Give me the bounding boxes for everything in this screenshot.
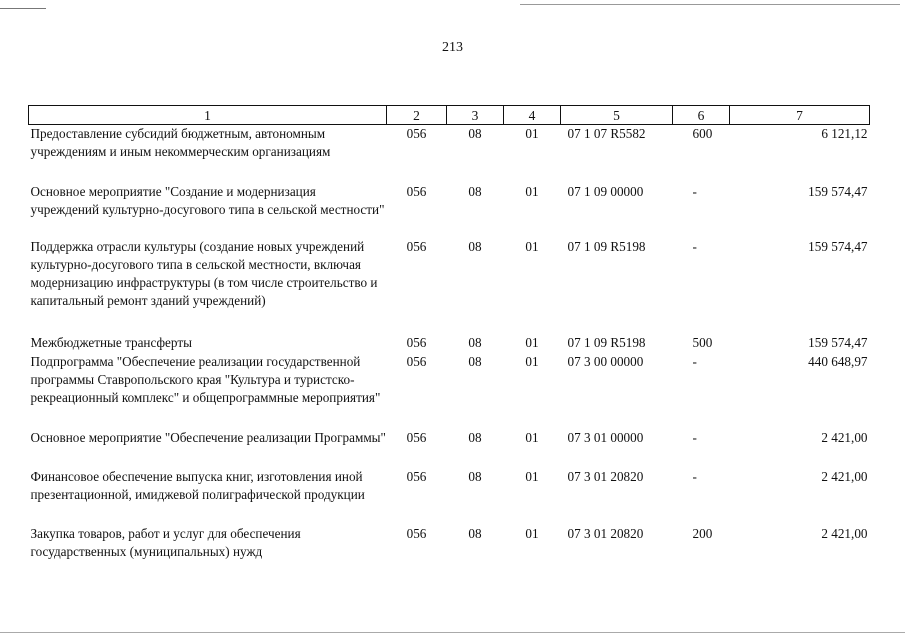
row-rz: 08 <box>468 238 482 254</box>
header-col-3: 3 <box>447 106 504 125</box>
row-rz: 08 <box>468 334 482 350</box>
row-csr: 07 3 01 00000 <box>567 429 644 445</box>
header-col-7: 7 <box>730 106 870 125</box>
row-gr: 056 <box>406 238 427 254</box>
table-row <box>29 525 870 563</box>
row-pr: 01 <box>525 429 539 445</box>
table-row <box>29 468 870 525</box>
row-sum: 159 574,47 <box>808 183 868 199</box>
table-row <box>29 125 870 183</box>
table-row <box>29 238 870 334</box>
row-name: Финансовое обеспечение выпуска книг, изготовления иной презентационной, имиджевой полиграфической продукции <box>30 468 365 502</box>
row-sum: 6 121,12 <box>821 126 868 141</box>
row-name: Основное мероприятие "Создание и модернизация учреждений культурно-досугового типа в сельской местности" <box>30 183 385 217</box>
row-gr: 056 <box>406 183 427 199</box>
row-vr: 200 <box>692 525 713 541</box>
row-vr: 600 <box>692 126 713 141</box>
row-rz: 08 <box>468 183 482 199</box>
row-rz: 08 <box>468 126 482 141</box>
row-csr: 07 1 09 R5198 <box>567 334 646 350</box>
row-vr: - <box>692 468 697 484</box>
page-number: 213 <box>442 40 463 55</box>
row-sum: 159 574,47 <box>808 238 868 254</box>
row-gr: 056 <box>406 126 427 141</box>
row-name: Подпрограмма "Обеспечение реализации государственной программы Ставропольского края "Культура и туристско-рекреационный комплекс" и общепрограммные мероприятия" <box>30 353 381 405</box>
row-name: Предоставление субсидий бюджетным, автономным учреждениям и иным некоммерческим организациям <box>30 126 331 159</box>
row-rz: 08 <box>468 525 482 541</box>
table-header <box>29 106 870 125</box>
row-gr: 056 <box>406 525 427 541</box>
header-col-2: 2 <box>387 106 447 125</box>
row-sum: 2 421,00 <box>821 525 868 541</box>
row-vr: - <box>692 183 697 199</box>
header-col-1: 1 <box>29 106 387 125</box>
row-rz: 08 <box>468 429 482 445</box>
row-vr: - <box>692 353 697 369</box>
row-sum: 440 648,97 <box>808 353 868 369</box>
row-pr: 01 <box>525 525 539 541</box>
row-pr: 01 <box>525 126 539 141</box>
row-gr: 056 <box>406 468 427 484</box>
row-rz: 08 <box>468 353 482 369</box>
row-name: Поддержка отрасли культуры (создание новых учреждений культурно-досугового типа в сельской местности, включая модернизацию инфраструктуры (в том числе строительство и капитальный ремонт зданий учреждений) <box>30 238 378 308</box>
scan-artifact-top-right <box>520 4 900 5</box>
row-name: Межбюджетные трансферты <box>30 334 192 350</box>
row-pr: 01 <box>525 353 539 369</box>
row-pr: 01 <box>525 334 539 350</box>
header-col-5: 5 <box>561 106 673 125</box>
budget-table <box>28 105 870 563</box>
row-csr: 07 1 09 00000 <box>567 183 644 199</box>
row-csr: 07 1 09 R5198 <box>567 238 646 254</box>
table-body <box>29 125 870 563</box>
row-pr: 01 <box>525 183 539 199</box>
header-col-6: 6 <box>673 106 730 125</box>
row-gr: 056 <box>406 429 427 445</box>
scan-artifact-bottom <box>0 632 905 633</box>
row-name: Основное мероприятие "Обеспечение реализации Программы" <box>30 429 386 445</box>
table-row <box>29 429 870 468</box>
row-gr: 056 <box>406 334 427 350</box>
row-pr: 01 <box>525 468 539 484</box>
row-vr: - <box>692 238 697 254</box>
row-gr: 056 <box>406 353 427 369</box>
row-sum: 2 421,00 <box>821 468 868 484</box>
table-row <box>29 183 870 238</box>
row-csr: 07 3 01 20820 <box>567 525 644 541</box>
row-sum: 159 574,47 <box>808 334 868 350</box>
row-pr: 01 <box>525 238 539 254</box>
row-csr: 07 3 01 20820 <box>567 468 644 484</box>
row-vr: - <box>692 429 697 445</box>
scan-artifact-top-left <box>0 8 46 9</box>
row-name: Закупка товаров, работ и услуг для обеспечения государственных (муниципальных) нужд <box>30 525 301 559</box>
header-col-4: 4 <box>504 106 561 125</box>
row-csr: 07 1 07 R5582 <box>567 126 646 141</box>
table-row <box>29 334 870 353</box>
row-csr: 07 3 00 00000 <box>567 353 644 369</box>
row-sum: 2 421,00 <box>821 429 868 445</box>
table-row <box>29 353 870 429</box>
row-vr: 500 <box>692 334 713 350</box>
row-rz: 08 <box>468 468 482 484</box>
